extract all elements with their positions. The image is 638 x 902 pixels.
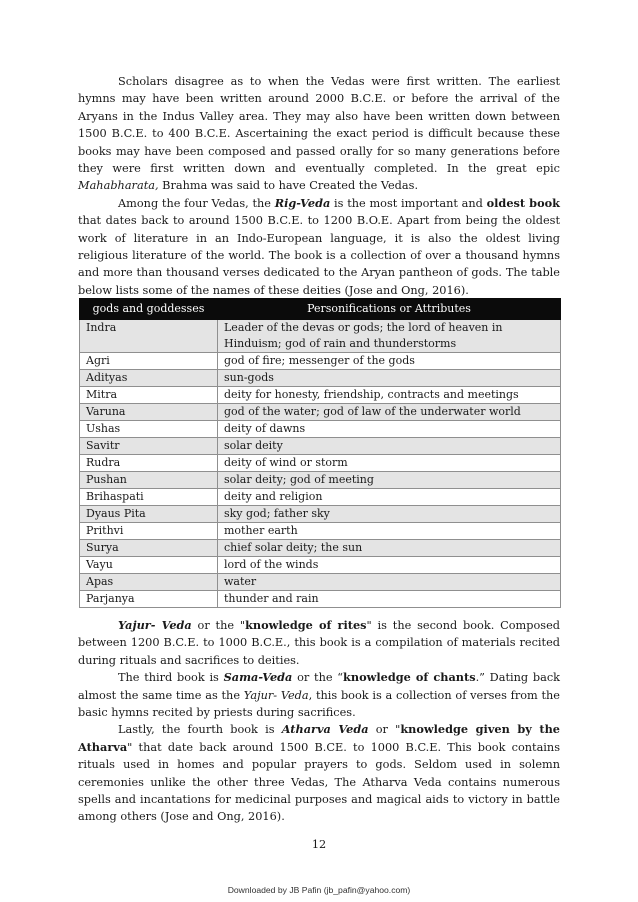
deity-attribute: chief solar deity; the sun xyxy=(218,540,561,557)
deity-attribute: solar deity xyxy=(218,438,561,455)
page-number: 12 xyxy=(311,838,327,851)
knowledge-given-term: knowledge given by the Atharva xyxy=(78,722,560,754)
yajur-veda-term: Yajur- Veda xyxy=(118,618,192,632)
paragraph-text: Lastly, the fourth book is xyxy=(118,723,282,737)
table-row xyxy=(80,353,561,370)
deity-name: Rudra xyxy=(80,455,218,472)
paragraph-yajur-veda xyxy=(78,617,560,669)
deity-attribute: sky god; father sky xyxy=(218,506,561,523)
deity-attribute: thunder and rain xyxy=(218,591,561,608)
epic-title: Mahabharata, xyxy=(78,179,159,193)
deity-attribute: lord of the winds xyxy=(218,557,561,574)
paragraph-text: is the most important and xyxy=(330,196,487,210)
intro-section xyxy=(78,73,560,299)
deity-name: Agri xyxy=(80,353,218,370)
atharva-veda-term: Atharva Veda xyxy=(281,722,369,737)
table-row xyxy=(80,387,561,404)
knowledge-of-chants-term: knowledge of chants xyxy=(343,670,476,685)
deity-attribute: deity and religion xyxy=(218,489,561,506)
deity-name: Mitra xyxy=(80,387,218,404)
deity-name: Ushas xyxy=(80,421,218,438)
sama-veda-term: Sama-Veda xyxy=(223,670,293,685)
table-row xyxy=(80,455,561,472)
paragraph-text: or " xyxy=(368,723,401,737)
header-attributes: Personifications or Attributes xyxy=(218,299,561,320)
deity-attribute: deity of wind or storm xyxy=(218,455,561,472)
table-row xyxy=(80,523,561,540)
paragraph-text: " is the second book. Composed between 1200 B.C.E. to 1000 B.C.E., this book is a compilation of materials recited during rituals and sacrifices to deities. xyxy=(78,619,560,667)
deity-name: Dyaus Pita xyxy=(80,506,218,523)
deity-attribute: solar deity; god of meeting xyxy=(218,472,561,489)
paragraph-text: " that date back around 1500 B.CE. to 1000 B.C.E. This book contains rituals used in homes and popular prayers to gods. Seldom used in solemn ceremonies unlike the other three Vedas, The Atharva Veda contains numerous spells and incantations for medicinal purposes and magical aids to victory in battle among others (Jose and Ong, 2016). xyxy=(78,740,560,824)
table-row xyxy=(80,370,561,387)
paragraph-sama-veda xyxy=(78,669,560,721)
knowledge-of-rites-term: knowledge of rites xyxy=(245,618,367,632)
deity-attribute: deity for honesty, friendship, contracts and meetings xyxy=(218,387,561,404)
deity-name: Apas xyxy=(80,574,218,591)
table-header-row xyxy=(80,299,561,320)
deity-attribute: mother earth xyxy=(218,523,561,540)
paragraph-text: or the “ xyxy=(292,671,344,685)
deity-attribute: god of fire; messenger of the gods xyxy=(218,353,561,370)
vedas-section xyxy=(78,617,560,826)
table-row xyxy=(80,591,561,608)
deity-name: Parjanya xyxy=(80,591,218,608)
deity-name: Vayu xyxy=(80,557,218,574)
deity-name: Brihaspati xyxy=(80,489,218,506)
deity-name: Adityas xyxy=(80,370,218,387)
table-row xyxy=(80,574,561,591)
table-row xyxy=(80,320,561,353)
deity-name: Indra xyxy=(80,320,218,353)
table-row xyxy=(80,421,561,438)
deity-name: Pushan xyxy=(80,472,218,489)
table-row xyxy=(80,506,561,523)
paragraph-vedas-origin xyxy=(78,73,560,195)
paragraph-atharva-veda xyxy=(78,721,560,825)
deity-attribute: sun-gods xyxy=(218,370,561,387)
paragraph-text: , this book is a collection of verses from the basic hymns recited by priests during sacrifices. xyxy=(78,688,560,720)
yajur-veda-term: Yajur- Veda xyxy=(243,688,309,702)
deity-attribute: deity of dawns xyxy=(218,421,561,438)
table-row xyxy=(80,404,561,421)
header-gods: gods and goddesses xyxy=(80,299,218,320)
deity-name: Surya xyxy=(80,540,218,557)
paragraph-text: that dates back to around 1500 B.C.E. to 1200 B.O.E. Apart from being the oldest work of literature in an Indo-European language, it is also the oldest living religious literature of the world. The book is a collection of over a thousand hymns and more than thousand verses dedicated to the Aryan pantheon of gods. The table below lists some of the names of these deities (Jose and Ong, 2016). xyxy=(78,214,560,297)
paragraph-text: Scholars disagree as to when the Vedas were first written. The earliest hymns may have been written around 2000 B.C.E. or before the arrival of the Aryans in the Indus Valley area. They may also have been written down between 1500 B.C.E. to 400 B.C.E. Ascertaining the exact period is difficult because these books may have been composed and passed orally for so many generations before they were first written down and eventually completed. In the great epic xyxy=(78,75,560,176)
deity-name: Varuna xyxy=(80,404,218,421)
table-row xyxy=(80,438,561,455)
table-row xyxy=(80,472,561,489)
download-footer: Downloaded by JB Pafin (jb_pafin@yahoo.com) xyxy=(227,885,411,895)
rig-veda-term: Rig-Veda xyxy=(274,195,331,210)
table-row xyxy=(80,489,561,506)
oldest-book-term: oldest book xyxy=(486,195,560,210)
paragraph-rig-veda xyxy=(78,195,560,299)
deity-name: Savitr xyxy=(80,438,218,455)
table-row xyxy=(80,557,561,574)
paragraph-text: The third book is xyxy=(118,671,224,685)
table-row xyxy=(80,540,561,557)
deities-table xyxy=(79,298,561,608)
deity-attribute: god of the water; god of law of the underwater world xyxy=(218,404,561,421)
paragraph-text: Among the four Vedas, the xyxy=(118,196,275,210)
paragraph-text: or the " xyxy=(191,619,246,632)
deity-attribute: water xyxy=(218,574,561,591)
paragraph-text: .” Dating back almost the same time as the xyxy=(78,671,560,702)
deity-name: Prithvi xyxy=(80,523,218,540)
deity-attribute: Leader of the devas or gods; the lord of heaven in Hinduism; god of rain and thunderstorms xyxy=(218,320,561,353)
paragraph-text: Brahma was said to have Created the Vedas. xyxy=(158,179,419,193)
